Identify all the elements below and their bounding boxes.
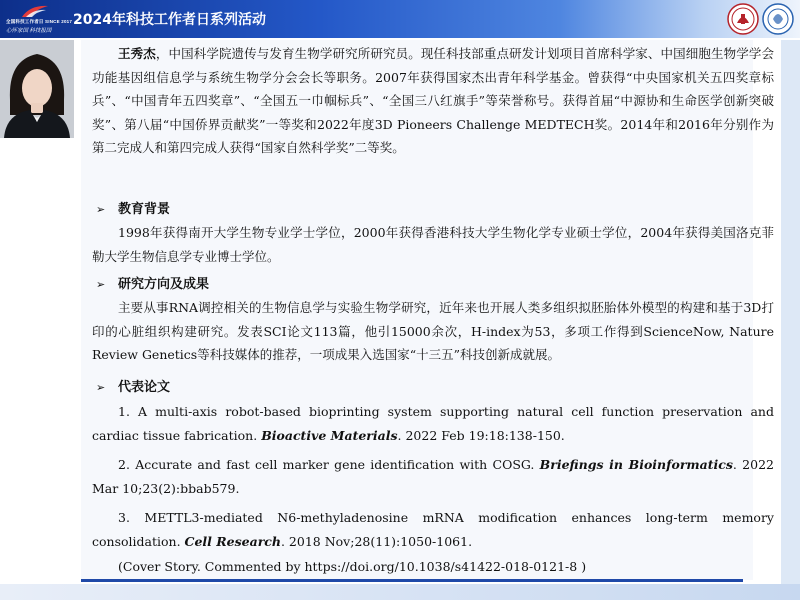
society-seal-icon — [762, 3, 794, 35]
logo-caption: 全国科技工作者日 SINCE 2017 — [6, 19, 73, 24]
bio-text: ，中国科学院遗传与发育生物学研究所研究员。现任科技部重点研发计划项目首席科学家、中国细胞生物学学会功能基因组信息学与系统生物学分会会长等职务。2007年获得国家杰出青年科学基金。曾获得“中央国家机关五四奖章标兵”、“中国青年五四奖章”、“全国五一巾帼标兵”、“全国三八红旗手”等荣誉称号。获得首届“中源协和生命医学创新突破奖”、第八届“中国侨界贡献奖”一等奖和2022年度3D Pioneers Challenge MEDTECH奖。2014年和2016年分别作为第二完成人和第四完成人获得“国家自然科学奖”二等奖。 — [92, 46, 774, 155]
paper-journal: Briefings in Bioinformatics — [539, 457, 733, 472]
person-name: 王秀杰 — [118, 46, 156, 61]
bullet-arrow-icon: ➢ — [96, 381, 106, 394]
cover-note: (Cover Story. Commented by https://doi.org/10.1038/s41422-018-0121-8 ) — [118, 559, 587, 574]
section-education — [96, 198, 170, 217]
logo-slogan: 心怀家国 科技报国 — [6, 28, 52, 34]
paper-item — [92, 400, 774, 447]
paper-citation: . 2022 Mar 10;23(2):bbab579. — [92, 457, 774, 496]
paper-title: 2. Accurate and fast cell marker gene identification with COSG. — [118, 457, 540, 472]
section-papers — [96, 376, 170, 395]
research-text: 主要从事RNA调控相关的生物信息学与实验生物学研究，近年来也开展人类多组织拟胚胎体外模型的构建和基于3D打印的心脏组织构建研究。发表SCI论文113篇，他引15000余次，H-index为53，多项工作得到ScienceNow, Nature Review Genetics等科技媒体的推荐，一项成果入选国家“十三五”科技创新成就展。 — [92, 300, 774, 362]
bottom-divider — [81, 579, 743, 582]
paper-title: 3. METTL3-mediated N6-methyladenosine mRNA modification enhances long-term memory consolidation. — [92, 510, 774, 549]
institute-seal-icon — [727, 3, 759, 35]
page-title: 2024年科技工作者日系列活动 — [73, 12, 266, 28]
header-bar — [0, 0, 800, 38]
section-papers-title: 代表论文 — [118, 380, 171, 395]
paper-item — [92, 506, 774, 553]
right-decor-bar — [781, 40, 800, 600]
section-research — [96, 273, 209, 292]
paper-journal: Bioactive Materials — [261, 427, 398, 443]
paper-item — [92, 453, 774, 500]
event-logo — [6, 3, 73, 35]
bio-paragraph — [92, 42, 774, 160]
paper-title: 1. A multi-axis robot-based bioprinting system supporting natural cell function preservation and cardiac tissue fabrication. — [92, 404, 774, 443]
section-research-title: 研究方向及成果 — [118, 277, 210, 292]
bottom-band — [0, 584, 800, 600]
bullet-arrow-icon: ➢ — [96, 278, 106, 291]
paper-citation: . 2018 Nov;28(11):1050-1061. — [280, 533, 473, 549]
logo-mark-icon — [20, 3, 50, 19]
bullet-arrow-icon: ➢ — [96, 203, 106, 216]
section-education-title: 教育背景 — [118, 202, 171, 217]
paper-journal: Cell Research — [184, 533, 281, 549]
paper-citation: . 2022 Feb 19:18:138-150. — [397, 427, 565, 443]
education-text: 1998年获得南开大学生物专业学士学位，2000年获得香港科技大学生物化学专业硕士学位，2004年获得美国洛克菲勒大学生物信息学专业博士学位。 — [92, 225, 774, 264]
portrait-photo — [0, 40, 74, 138]
